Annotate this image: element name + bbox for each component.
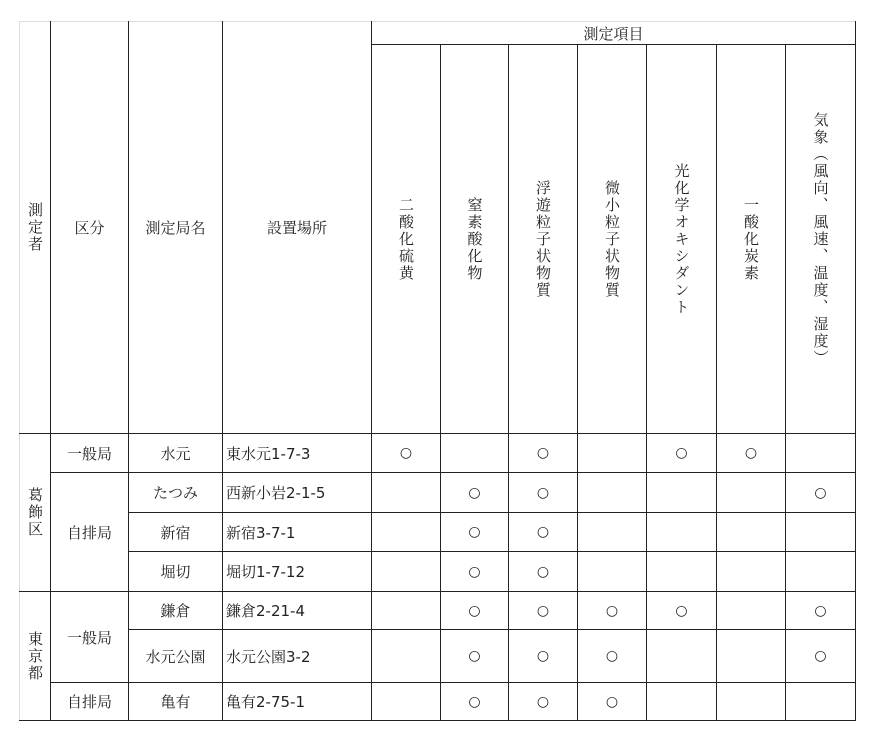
table-row xyxy=(20,592,856,630)
empty-cell xyxy=(786,513,856,552)
empty-cell xyxy=(786,434,856,473)
measured-mark: ○ xyxy=(441,513,509,552)
empty-cell xyxy=(578,473,647,513)
header-location: 設置場所 xyxy=(223,22,372,434)
header-item: 気象（風向、風速、温度、湿度） xyxy=(786,45,856,434)
station-cell: 鎌倉 xyxy=(129,592,223,630)
category-cell: 自排局 xyxy=(51,683,129,721)
measured-mark: ○ xyxy=(717,434,786,473)
measured-mark: ○ xyxy=(647,434,717,473)
location-cell: 鎌倉2-21-4 xyxy=(223,592,372,630)
header-item: 二酸化硫黄 xyxy=(372,45,441,434)
measured-mark: ○ xyxy=(786,630,856,683)
station-cell: たつみ xyxy=(129,473,223,513)
empty-cell xyxy=(717,473,786,513)
empty-cell xyxy=(717,630,786,683)
empty-cell xyxy=(786,552,856,592)
table-row xyxy=(20,683,856,721)
table-row xyxy=(20,552,856,592)
empty-cell xyxy=(372,513,441,552)
measured-mark: ○ xyxy=(441,473,509,513)
empty-cell xyxy=(578,513,647,552)
measurer-cell: 東京都 xyxy=(20,592,51,721)
measured-mark: ○ xyxy=(647,592,717,630)
measured-mark: ○ xyxy=(441,552,509,592)
measured-mark: ○ xyxy=(578,592,647,630)
location-cell: 西新小岩2-1-5 xyxy=(223,473,372,513)
header-station: 測定局名 xyxy=(129,22,223,434)
empty-cell xyxy=(441,434,509,473)
table-row xyxy=(20,630,856,683)
measured-mark: ○ xyxy=(509,552,578,592)
measured-mark: ○ xyxy=(441,630,509,683)
measured-mark: ○ xyxy=(509,630,578,683)
measured-mark: ○ xyxy=(509,513,578,552)
header-measurer: 測定者 xyxy=(20,22,51,434)
table-row xyxy=(20,434,856,473)
location-cell: 堀切1-7-12 xyxy=(223,552,372,592)
location-cell: 水元公園3-2 xyxy=(223,630,372,683)
station-cell: 新宿 xyxy=(129,513,223,552)
station-cell: 水元公園 xyxy=(129,630,223,683)
measurer-cell: 葛飾区 xyxy=(20,434,51,592)
category-cell: 一般局 xyxy=(51,592,129,683)
station-cell: 亀有 xyxy=(129,683,223,721)
empty-cell xyxy=(717,683,786,721)
measured-mark: ○ xyxy=(441,592,509,630)
empty-cell xyxy=(717,513,786,552)
measured-mark: ○ xyxy=(786,592,856,630)
empty-cell xyxy=(372,552,441,592)
table-row xyxy=(20,513,856,552)
empty-cell xyxy=(647,513,717,552)
station-cell: 堀切 xyxy=(129,552,223,592)
measured-mark: ○ xyxy=(578,683,647,721)
empty-cell xyxy=(647,473,717,513)
empty-cell xyxy=(578,552,647,592)
empty-cell xyxy=(647,630,717,683)
station-cell: 水元 xyxy=(129,434,223,473)
table-row xyxy=(20,473,856,513)
empty-cell xyxy=(717,552,786,592)
header-item: 窒素酸化物 xyxy=(441,45,509,434)
measured-mark: ○ xyxy=(441,683,509,721)
measured-mark: ○ xyxy=(372,434,441,473)
empty-cell xyxy=(372,473,441,513)
header-item: 光化学オキシダント xyxy=(647,45,717,434)
measured-mark: ○ xyxy=(509,683,578,721)
measured-mark: ○ xyxy=(509,473,578,513)
measured-mark: ○ xyxy=(786,473,856,513)
empty-cell xyxy=(647,552,717,592)
header-item: 一酸化炭素 xyxy=(717,45,786,434)
measured-mark: ○ xyxy=(509,434,578,473)
empty-cell xyxy=(372,683,441,721)
empty-cell xyxy=(578,434,647,473)
location-cell: 亀有2-75-1 xyxy=(223,683,372,721)
empty-cell xyxy=(786,683,856,721)
category-cell: 一般局 xyxy=(51,434,129,473)
empty-cell xyxy=(372,592,441,630)
header-item: 浮遊粒子状物質 xyxy=(509,45,578,434)
location-cell: 東水元1-7-3 xyxy=(223,434,372,473)
monitoring-stations-table xyxy=(19,21,856,721)
empty-cell xyxy=(717,592,786,630)
header-items-group: 測定項目 xyxy=(372,22,856,45)
header-item: 微小粒子状物質 xyxy=(578,45,647,434)
category-cell: 自排局 xyxy=(51,473,129,592)
empty-cell xyxy=(647,683,717,721)
header-category: 区分 xyxy=(51,22,129,434)
empty-cell xyxy=(372,630,441,683)
location-cell: 新宿3-7-1 xyxy=(223,513,372,552)
measured-mark: ○ xyxy=(509,592,578,630)
measured-mark: ○ xyxy=(578,630,647,683)
